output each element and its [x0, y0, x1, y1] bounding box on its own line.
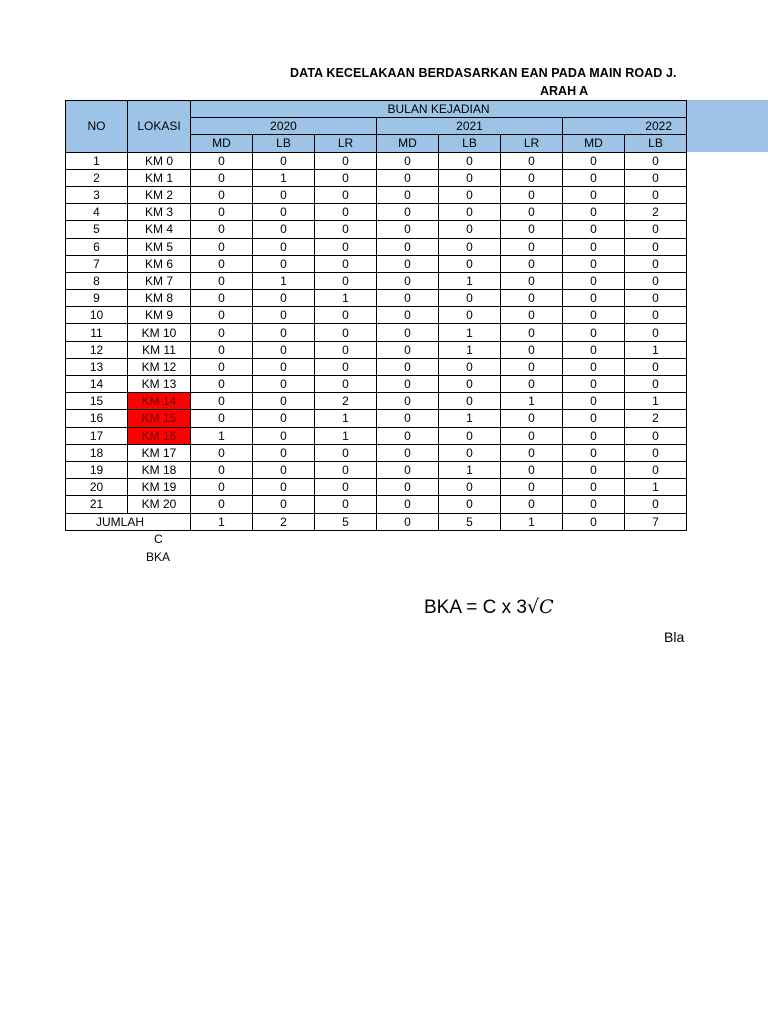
jumlah-row — [66, 513, 687, 530]
cell-value[interactable]: 0 — [563, 272, 625, 289]
cell-no[interactable]: 14 — [66, 376, 128, 393]
cell-value[interactable]: 0 — [439, 427, 501, 444]
cell-value[interactable]: 0 — [625, 376, 687, 393]
table-row — [66, 341, 687, 358]
label-c[interactable]: C — [154, 532, 163, 546]
cell-lokasi[interactable]: KM 16 — [128, 427, 191, 444]
cell-value[interactable]: 0 — [315, 341, 377, 358]
cell-value[interactable]: 2 — [315, 393, 377, 410]
cell-value[interactable]: 0 — [315, 496, 377, 513]
cell-value[interactable]: 0 — [439, 221, 501, 238]
cell-lokasi[interactable]: KM 17 — [128, 444, 191, 461]
cell-value[interactable]: 0 — [377, 393, 439, 410]
cell-no[interactable]: 2 — [66, 169, 128, 186]
jumlah-label-text: JUMLAH — [96, 514, 145, 529]
cell-value[interactable]: 0 — [563, 324, 625, 341]
jumlah-value[interactable]: 5 — [439, 513, 501, 530]
cell-value[interactable]: 1 — [439, 341, 501, 358]
table-row — [66, 152, 687, 169]
cell-value[interactable]: 0 — [315, 272, 377, 289]
cell-value[interactable]: 0 — [563, 307, 625, 324]
cell-value[interactable]: 0 — [377, 221, 439, 238]
cell-no[interactable]: 20 — [66, 479, 128, 496]
cell-no[interactable]: 6 — [66, 238, 128, 255]
cell-value[interactable]: 0 — [253, 186, 315, 203]
cell-lokasi[interactable]: KM 10 — [128, 324, 191, 341]
jumlah-value[interactable]: 5 — [315, 513, 377, 530]
cell-value[interactable]: 0 — [191, 169, 253, 186]
cell-value[interactable]: 0 — [191, 272, 253, 289]
cell-value[interactable]: 0 — [563, 376, 625, 393]
table-row — [66, 307, 687, 324]
table-row — [66, 186, 687, 203]
cell-value[interactable]: 0 — [439, 393, 501, 410]
cell-value[interactable]: 0 — [377, 152, 439, 169]
table-row — [66, 221, 687, 238]
cell-value[interactable]: 0 — [439, 496, 501, 513]
cell-value[interactable]: 0 — [563, 290, 625, 307]
cell-value[interactable]: 2 — [625, 410, 687, 427]
cell-value[interactable]: 0 — [253, 376, 315, 393]
cell-value[interactable]: 0 — [377, 410, 439, 427]
label-bka[interactable]: BKA — [146, 550, 171, 564]
cell-value[interactable]: 0 — [253, 393, 315, 410]
cell-value[interactable]: 0 — [439, 152, 501, 169]
cell-value[interactable]: 0 — [253, 427, 315, 444]
cell-value[interactable]: 0 — [191, 479, 253, 496]
cell-value[interactable]: 0 — [377, 204, 439, 221]
cell-no[interactable]: 16 — [66, 410, 128, 427]
cell-value[interactable]: 0 — [191, 290, 253, 307]
header-col[interactable]: MD — [191, 135, 253, 152]
cell-value[interactable]: 0 — [439, 444, 501, 461]
cell-value[interactable]: 0 — [377, 461, 439, 478]
cell-value[interactable]: 0 — [253, 290, 315, 307]
cell-value[interactable]: 0 — [563, 341, 625, 358]
cell-value[interactable]: 0 — [563, 479, 625, 496]
cell-value[interactable]: 0 — [625, 324, 687, 341]
accident-data-table — [65, 100, 687, 531]
cell-value[interactable]: 0 — [191, 221, 253, 238]
cell-value[interactable]: 0 — [501, 324, 563, 341]
cell-value[interactable]: 0 — [501, 186, 563, 203]
cell-value[interactable]: 0 — [315, 358, 377, 375]
cell-value[interactable]: 1 — [439, 461, 501, 478]
cell-value[interactable]: 0 — [625, 186, 687, 203]
cell-value[interactable]: 0 — [191, 341, 253, 358]
cell-value[interactable]: 0 — [563, 393, 625, 410]
cell-value[interactable]: 0 — [253, 496, 315, 513]
table-row — [66, 324, 687, 341]
cell-value[interactable]: 0 — [501, 341, 563, 358]
cell-value[interactable]: 0 — [563, 169, 625, 186]
cell-value[interactable]: 1 — [315, 410, 377, 427]
header-col[interactable]: LR — [501, 135, 563, 152]
cell-value[interactable]: 0 — [191, 358, 253, 375]
cell-value[interactable]: 0 — [377, 290, 439, 307]
header-col[interactable]: MD — [563, 135, 625, 152]
cell-value[interactable]: 0 — [563, 255, 625, 272]
cell-value[interactable]: 0 — [253, 341, 315, 358]
cell-value[interactable]: 0 — [253, 358, 315, 375]
cell-value[interactable]: 0 — [501, 272, 563, 289]
cell-lokasi[interactable]: KM 9 — [128, 307, 191, 324]
cell-value[interactable]: 0 — [625, 307, 687, 324]
cell-value[interactable]: 0 — [191, 393, 253, 410]
cell-lokasi[interactable]: KM 5 — [128, 238, 191, 255]
bka-formula — [424, 596, 554, 619]
cell-lokasi[interactable]: KM 12 — [128, 358, 191, 375]
cell-value[interactable]: 0 — [625, 255, 687, 272]
cell-no[interactable]: 15 — [66, 393, 128, 410]
cell-value[interactable]: 0 — [377, 307, 439, 324]
cell-value[interactable]: 2 — [625, 204, 687, 221]
cell-lokasi[interactable]: KM 1 — [128, 169, 191, 186]
header-bulan-kejadian[interactable]: BULAN KEJADIAN — [191, 101, 687, 118]
header-year-2020[interactable]: 2020 — [191, 118, 377, 135]
cell-value[interactable]: 0 — [439, 290, 501, 307]
jumlah-label[interactable] — [66, 513, 191, 530]
cell-value[interactable]: 0 — [315, 461, 377, 478]
cell-value[interactable]: 0 — [439, 169, 501, 186]
header-col[interactable]: LR — [315, 135, 377, 152]
cell-value[interactable]: 0 — [501, 290, 563, 307]
cell-value[interactable]: 0 — [439, 238, 501, 255]
cell-value[interactable]: 0 — [625, 358, 687, 375]
jumlah-value[interactable]: 0 — [563, 513, 625, 530]
sheet-subtitle: ARAH A — [540, 84, 589, 98]
cell-no[interactable]: 12 — [66, 341, 128, 358]
cell-value[interactable]: 0 — [191, 461, 253, 478]
cell-no[interactable]: 13 — [66, 358, 128, 375]
table-row — [66, 427, 687, 444]
cell-lokasi[interactable]: KM 15 — [128, 410, 191, 427]
cell-value[interactable]: 0 — [377, 186, 439, 203]
cell-lokasi[interactable]: KM 4 — [128, 221, 191, 238]
cell-lokasi[interactable]: KM 3 — [128, 204, 191, 221]
cell-no[interactable]: 21 — [66, 496, 128, 513]
cell-value[interactable]: 0 — [625, 152, 687, 169]
cell-value[interactable]: 0 — [501, 238, 563, 255]
cell-value[interactable]: 0 — [439, 307, 501, 324]
cell-value[interactable]: 0 — [563, 238, 625, 255]
cell-value[interactable]: 1 — [315, 290, 377, 307]
cell-value[interactable]: 1 — [253, 272, 315, 289]
table-row — [66, 496, 687, 513]
cell-lokasi[interactable]: KM 2 — [128, 186, 191, 203]
sheet-title: DATA KECELAKAAN BERDASARKAN EAN PADA MAIN ROAD J. — [290, 66, 677, 80]
cell-value[interactable]: 0 — [253, 461, 315, 478]
cell-value[interactable]: 0 — [439, 255, 501, 272]
cell-value[interactable]: 0 — [315, 169, 377, 186]
cell-value[interactable]: 1 — [439, 324, 501, 341]
cell-value[interactable]: 0 — [315, 376, 377, 393]
header-year-2022[interactable]: 2022 — [563, 118, 687, 135]
cell-value[interactable]: 0 — [501, 427, 563, 444]
cell-no[interactable]: 4 — [66, 204, 128, 221]
cell-value[interactable]: 0 — [377, 341, 439, 358]
cell-lokasi[interactable]: KM 7 — [128, 272, 191, 289]
cell-value[interactable]: 0 — [439, 376, 501, 393]
cell-value[interactable]: 0 — [253, 324, 315, 341]
cell-value[interactable]: 0 — [191, 376, 253, 393]
header-no[interactable]: NO — [66, 101, 128, 153]
cell-no[interactable]: 7 — [66, 255, 128, 272]
cell-value[interactable]: 0 — [377, 272, 439, 289]
cell-value[interactable]: 0 — [501, 255, 563, 272]
cell-value[interactable]: 0 — [253, 152, 315, 169]
table-row — [66, 272, 687, 289]
cell-value[interactable]: 0 — [501, 376, 563, 393]
jumlah-value[interactable]: 1 — [191, 513, 253, 530]
cell-value[interactable]: 0 — [315, 152, 377, 169]
cell-value[interactable]: 0 — [315, 444, 377, 461]
cell-value[interactable]: 1 — [191, 427, 253, 444]
cell-no[interactable]: 1 — [66, 152, 128, 169]
cell-value[interactable]: 0 — [191, 204, 253, 221]
cell-lokasi[interactable]: KM 19 — [128, 479, 191, 496]
cell-value[interactable]: 0 — [563, 186, 625, 203]
cell-value[interactable]: 0 — [501, 410, 563, 427]
cell-value[interactable]: 0 — [191, 324, 253, 341]
cell-value[interactable]: 0 — [377, 238, 439, 255]
cell-value[interactable]: 1 — [625, 341, 687, 358]
cell-value[interactable]: 0 — [563, 444, 625, 461]
cell-value[interactable]: 0 — [625, 444, 687, 461]
cell-no[interactable]: 9 — [66, 290, 128, 307]
table-row — [66, 169, 687, 186]
cell-value[interactable]: 0 — [563, 410, 625, 427]
cell-value[interactable]: 0 — [253, 307, 315, 324]
table-row — [66, 444, 687, 461]
cell-value[interactable]: 0 — [315, 479, 377, 496]
header-year-2021[interactable]: 2021 — [377, 118, 563, 135]
table-row — [66, 393, 687, 410]
cell-lokasi[interactable]: KM 8 — [128, 290, 191, 307]
cell-value[interactable]: 0 — [377, 169, 439, 186]
cell-lokasi[interactable]: KM 13 — [128, 376, 191, 393]
cell-value[interactable]: 0 — [377, 479, 439, 496]
jumlah-value[interactable]: 0 — [377, 513, 439, 530]
jumlah-value[interactable]: 2 — [253, 513, 315, 530]
cell-value[interactable]: 0 — [191, 255, 253, 272]
header-col[interactable]: LB — [439, 135, 501, 152]
cell-value[interactable]: 0 — [377, 427, 439, 444]
cell-value[interactable]: 0 — [315, 204, 377, 221]
table-row — [66, 479, 687, 496]
cell-value[interactable]: 0 — [439, 204, 501, 221]
header-fill-overflow — [686, 100, 768, 152]
cell-value[interactable]: 1 — [501, 393, 563, 410]
cell-lokasi[interactable]: KM 18 — [128, 461, 191, 478]
cell-no[interactable]: 10 — [66, 307, 128, 324]
cell-lokasi[interactable]: KM 6 — [128, 255, 191, 272]
jumlah-value[interactable]: 1 — [501, 513, 563, 530]
formula-lhs: BKA = C x 3 — [424, 597, 527, 618]
cell-value[interactable]: 0 — [315, 238, 377, 255]
cell-value[interactable]: 0 — [377, 496, 439, 513]
cell-value[interactable]: 0 — [625, 221, 687, 238]
cell-value[interactable]: 0 — [625, 290, 687, 307]
cell-value[interactable]: 0 — [625, 496, 687, 513]
cell-value[interactable]: 0 — [439, 358, 501, 375]
cell-value[interactable]: 0 — [501, 169, 563, 186]
cell-value[interactable]: 0 — [377, 358, 439, 375]
cell-value[interactable]: 0 — [439, 479, 501, 496]
cell-lokasi[interactable]: KM 11 — [128, 341, 191, 358]
cell-no[interactable]: 19 — [66, 461, 128, 478]
cell-no[interactable]: 3 — [66, 186, 128, 203]
cell-value[interactable]: 0 — [377, 376, 439, 393]
cell-value[interactable]: 0 — [191, 410, 253, 427]
cell-value[interactable]: 1 — [253, 169, 315, 186]
cell-value[interactable]: 1 — [625, 393, 687, 410]
cell-value[interactable]: 0 — [253, 204, 315, 221]
cell-value[interactable]: 0 — [315, 255, 377, 272]
cell-value[interactable]: 0 — [253, 410, 315, 427]
header-lokasi[interactable]: LOKASI — [128, 101, 191, 153]
cell-value[interactable]: 0 — [501, 358, 563, 375]
table-row — [66, 204, 687, 221]
cell-value[interactable]: 0 — [563, 358, 625, 375]
cell-value[interactable]: 0 — [625, 461, 687, 478]
cell-value[interactable]: 0 — [501, 307, 563, 324]
cell-value[interactable]: 0 — [501, 204, 563, 221]
table-row — [66, 255, 687, 272]
cell-value[interactable]: 0 — [563, 496, 625, 513]
cell-value[interactable]: 0 — [625, 427, 687, 444]
cell-value[interactable]: 0 — [563, 204, 625, 221]
cell-value[interactable]: 0 — [253, 479, 315, 496]
cell-value[interactable]: 0 — [377, 444, 439, 461]
header-row-1 — [66, 101, 687, 118]
cell-value[interactable]: 0 — [377, 255, 439, 272]
cell-value[interactable]: 0 — [191, 307, 253, 324]
cell-no[interactable]: 8 — [66, 272, 128, 289]
cell-value[interactable]: 0 — [191, 496, 253, 513]
cell-value[interactable]: 0 — [191, 152, 253, 169]
cell-value[interactable]: 1 — [315, 427, 377, 444]
cell-value[interactable]: 0 — [253, 255, 315, 272]
cell-value[interactable]: 1 — [439, 410, 501, 427]
cell-value[interactable]: 0 — [501, 152, 563, 169]
header-col[interactable]: LB — [253, 135, 315, 152]
cell-no[interactable]: 11 — [66, 324, 128, 341]
cell-value[interactable]: 0 — [563, 427, 625, 444]
sqrt-icon: √ — [526, 596, 540, 618]
cell-value[interactable]: 0 — [315, 324, 377, 341]
cell-value[interactable]: 0 — [253, 444, 315, 461]
cell-value[interactable]: 0 — [315, 186, 377, 203]
formula-variable: C — [539, 596, 554, 618]
cell-value[interactable]: 0 — [315, 221, 377, 238]
cell-value[interactable]: 0 — [501, 444, 563, 461]
cell-value[interactable]: 0 — [191, 238, 253, 255]
cell-value[interactable]: 1 — [439, 272, 501, 289]
cell-lokasi[interactable]: KM 20 — [128, 496, 191, 513]
table-row — [66, 461, 687, 478]
cell-value[interactable]: 0 — [501, 221, 563, 238]
cell-no[interactable]: 17 — [66, 427, 128, 444]
cell-value[interactable]: 0 — [253, 238, 315, 255]
cell-value[interactable]: 0 — [501, 479, 563, 496]
cell-value[interactable]: 0 — [625, 238, 687, 255]
truncated-text: Bla — [664, 629, 685, 645]
cell-value[interactable]: 0 — [439, 186, 501, 203]
cell-value[interactable]: 0 — [377, 324, 439, 341]
cell-no[interactable]: 5 — [66, 221, 128, 238]
cell-lokasi[interactable]: KM 14 — [128, 393, 191, 410]
cell-value[interactable]: 0 — [501, 496, 563, 513]
cell-no[interactable]: 18 — [66, 444, 128, 461]
cell-value[interactable]: 0 — [563, 461, 625, 478]
cell-value[interactable]: 0 — [191, 186, 253, 203]
cell-value[interactable]: 0 — [625, 169, 687, 186]
table-row — [66, 238, 687, 255]
cell-value[interactable]: 0 — [191, 444, 253, 461]
header-col[interactable]: MD — [377, 135, 439, 152]
jumlah-value[interactable]: 7 — [625, 513, 687, 530]
cell-value[interactable]: 0 — [253, 221, 315, 238]
table-row — [66, 410, 687, 427]
header-col[interactable]: LB — [625, 135, 687, 152]
table-row — [66, 290, 687, 307]
cell-value[interactable]: 0 — [563, 152, 625, 169]
cell-value[interactable]: 0 — [501, 461, 563, 478]
cell-lokasi[interactable]: KM 0 — [128, 152, 191, 169]
cell-value[interactable]: 1 — [625, 479, 687, 496]
table-row — [66, 376, 687, 393]
cell-value[interactable]: 0 — [563, 221, 625, 238]
table-row — [66, 358, 687, 375]
cell-value[interactable]: 0 — [315, 307, 377, 324]
cell-value[interactable]: 0 — [625, 272, 687, 289]
